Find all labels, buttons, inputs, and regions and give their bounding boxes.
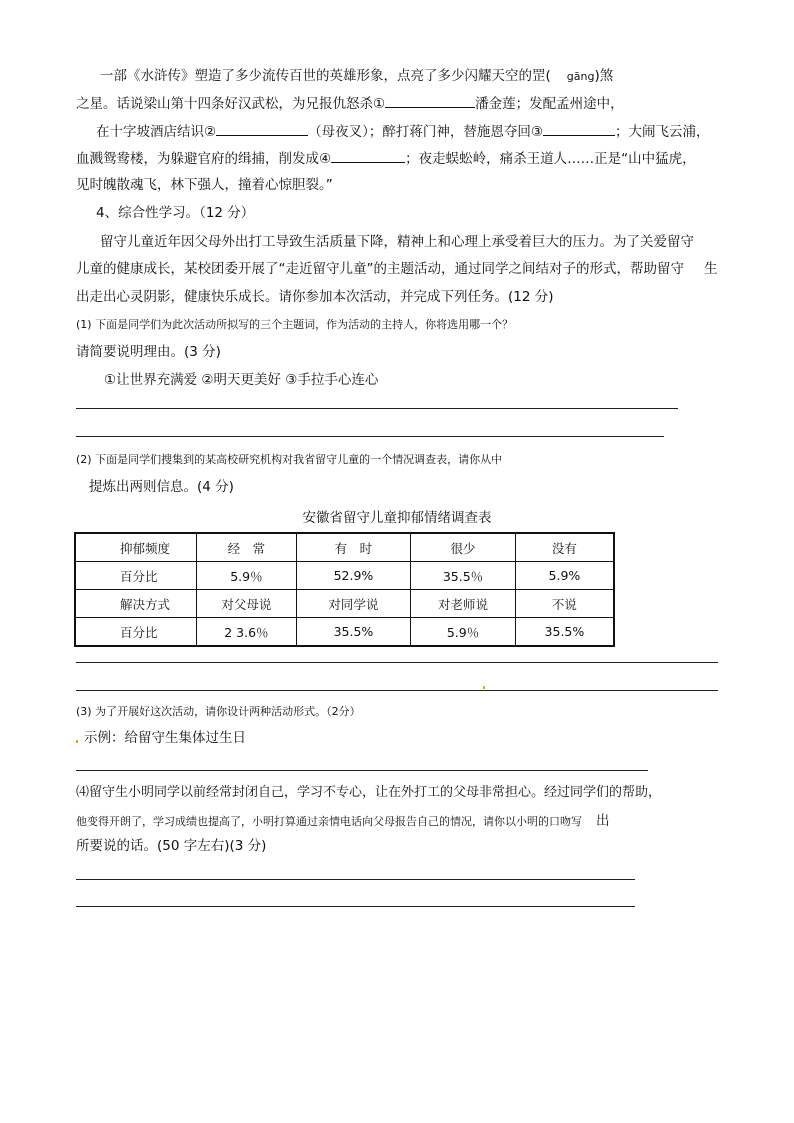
table-row (75, 618, 614, 647)
table-cell: 对老师说 (411, 590, 516, 618)
intro-line-3: 出走出心灵阴影，健康快乐成长。请你参加本次活动，并完成下列任务。(12 分) (76, 289, 554, 305)
table-title: 安徽省留守儿童抑郁情绪调查表 (302, 510, 492, 526)
poem-line-4: 血溅鸳鸯楼，为躲避官府的缉捕，削发成④ ；夜走蜈蚣岭，痛杀王道人……正是“山中猛虎， (76, 148, 696, 169)
q3-prompt: (3) 为了开展好这次活动，请你设计两种活动形式。（2分） (76, 705, 361, 718)
q2-prompt-1: (2) 下面是同学们搜集到的某高校研究机构对我省留守儿童的一个情况调查表，请你从中 (76, 453, 503, 466)
table-cell: 经 常 (197, 533, 297, 562)
poem-line-1: 一部《水浒传》塑造了多少流传百世的英雄形象，点亮了多少闪耀天空的罡( gāng)煞 (100, 68, 614, 84)
table-cell: 对同学说 (296, 590, 411, 618)
poem-line-5: 见时魄散魂飞，林下强人，撞着心惊胆裂。” (76, 177, 333, 193)
poem-line-2: 之星。话说梁山第十四条好汉武松，为兄报仇怒杀① 潘金莲；发配孟州途中， (76, 93, 624, 114)
q4-prompt-2: 他变得开朗了，学习成绩也提高了，小明打算通过亲情电话向父母报告自己的情况，请你以小明的口吻写 出 (76, 813, 610, 829)
intro-line-2: 儿童的健康成长，某校团委开展了“走近留守儿童”的主题活动，通过同学之间结对子的形式，帮助留守 生 (76, 261, 718, 277)
answer-line[interactable] (76, 690, 718, 691)
blank-2[interactable] (216, 121, 308, 136)
table-row (75, 533, 614, 562)
table-cell: 5.9％ (197, 562, 297, 590)
table-cell: 百分比 (75, 562, 197, 590)
answer-line[interactable] (76, 770, 648, 771)
table-cell: 35.5% (515, 618, 614, 647)
stray-mark (483, 686, 485, 689)
table-cell: 5.9％ (411, 618, 516, 647)
answer-line[interactable] (76, 436, 664, 437)
blank-3[interactable] (543, 121, 615, 136)
table-row (75, 562, 614, 590)
table-cell: 对父母说 (197, 590, 297, 618)
q1-options: ①让世界充满爱 ②明天更美好 ③手拉手心连心 (104, 372, 379, 388)
q2-prompt-2: 提炼出两则信息。(4 分) (89, 479, 234, 495)
table-cell: 2 3.6％ (197, 618, 297, 647)
q4-prompt-1: ⑷留守生小明同学以前经常封闭自己，学习不专心，让在外打工的父母非常担心。经过同学们的帮助， (76, 785, 662, 800)
table-cell: 抑郁频度 (75, 533, 197, 562)
table-cell: 很少 (411, 533, 516, 562)
q1-prompt-1: (1) 下面是同学们为此次活动所拟写的三个主题词，作为活动的主持人，你将选用哪一个？ (76, 318, 514, 331)
stray-mark (76, 740, 78, 743)
answer-line[interactable] (76, 408, 678, 409)
answer-line[interactable] (76, 879, 635, 880)
answer-line[interactable] (76, 662, 718, 663)
table-cell: 有 时 (296, 533, 411, 562)
survey-table (74, 532, 615, 647)
poem-line-3: 在十字坡酒店结识② （母夜叉）；醉打蒋门神，替施恩夺回③ ；大闹飞云浦， (96, 121, 709, 142)
blank-1[interactable] (385, 93, 475, 108)
table-cell: 没有 (515, 533, 614, 562)
table-cell: 百分比 (75, 618, 197, 647)
table-cell: 不说 (515, 590, 614, 618)
table-cell: 35.5% (296, 618, 411, 647)
table-cell: 5.9% (515, 562, 614, 590)
table-cell: 35.5％ (411, 562, 516, 590)
intro-line-1: 留守儿童近年因父母外出打工导致生活质量下降，精神上和心理上承受着巨大的压力。为了关爱留守 (100, 234, 694, 250)
blank-4[interactable] (331, 148, 405, 163)
answer-line[interactable] (76, 906, 635, 907)
q4-prompt-3: 所要说的话。(50 字左右)(3 分) (76, 838, 267, 854)
table-cell: 解决方式 (75, 590, 197, 618)
q1-prompt-2: 请简要说明理由。(3 分) (76, 344, 221, 360)
table-row (75, 590, 614, 618)
pinyin-annotation: gāng (566, 70, 595, 83)
section-heading: 4、综合性学习。（12 分） (96, 205, 255, 221)
table-cell: 52.9% (296, 562, 411, 590)
q3-example: 示例：给留守生集体过生日 (84, 730, 246, 746)
